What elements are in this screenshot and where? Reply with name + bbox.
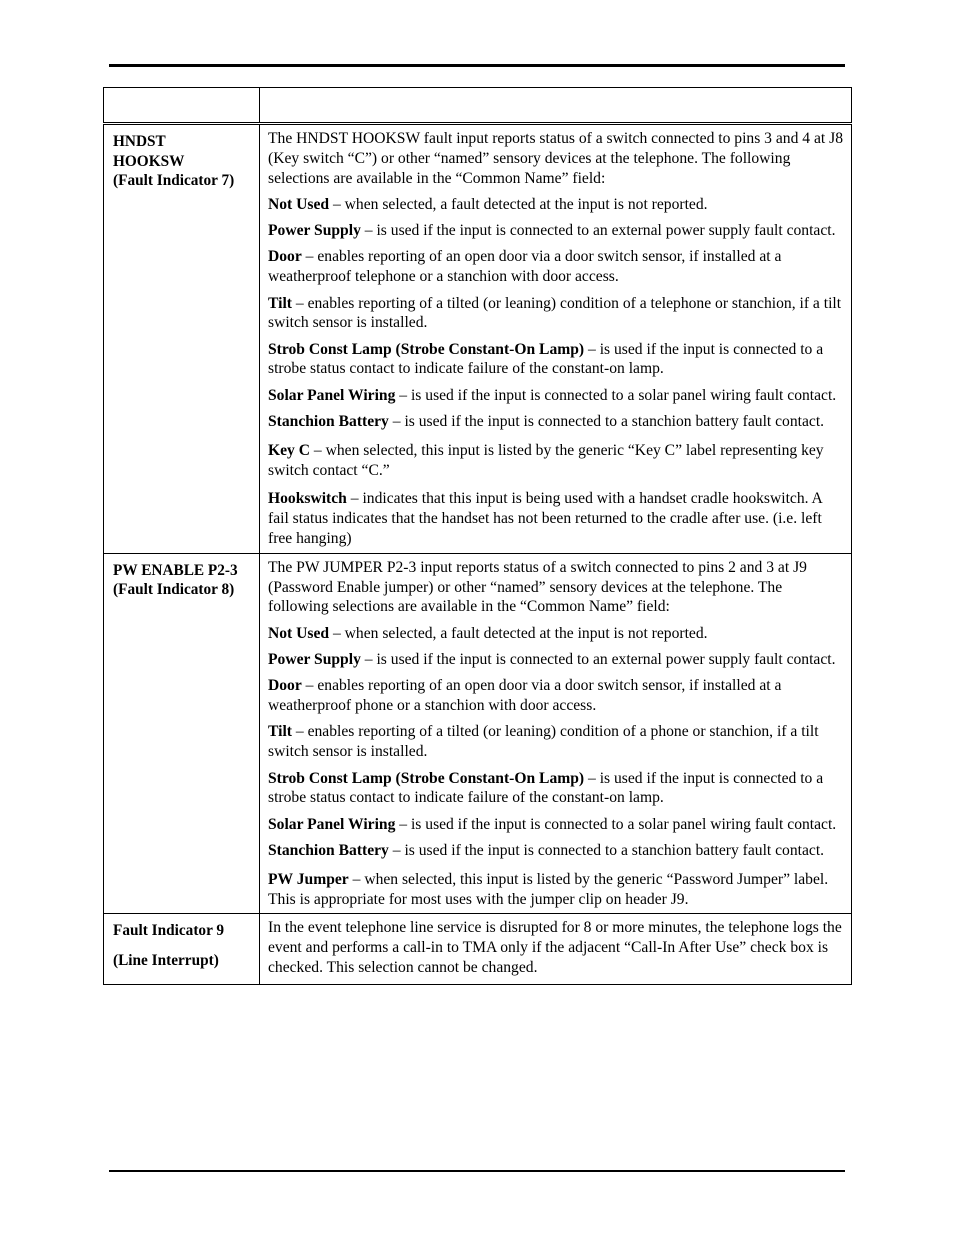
- fault-indicator-table: [103, 87, 852, 985]
- option-text: – when selected, a fault detected at the input is not reported.: [329, 195, 708, 213]
- row-label-line: (Fault Indicator 8): [113, 581, 235, 599]
- option-text: – is used if the input is connected to a strobe status contact to indicate failure of the constant-on lamp.: [268, 340, 824, 378]
- row-description: [260, 553, 852, 913]
- option-term: Power Supply: [268, 222, 361, 240]
- row-label: [104, 553, 260, 913]
- option-text: – enables reporting of an open door via a door switch sensor, if installed at a weatherproof phone or a stanchion with door access.: [268, 677, 782, 715]
- option-item: [268, 841, 845, 861]
- row-label-line: (Fault Indicator 7): [113, 172, 235, 190]
- option-item: [268, 340, 845, 380]
- option-text: – enables reporting of an open door via a door switch sensor, if installed at a weatherproof telephone or a stanchion with door access.: [268, 248, 782, 286]
- row-label-line: Fault Indicator 9: [113, 922, 225, 940]
- option-term: Solar Panel Wiring: [268, 815, 396, 833]
- table-row: [104, 124, 852, 554]
- option-term: Tilt: [268, 294, 292, 312]
- header-cell-input: [104, 88, 260, 124]
- option-item: [268, 676, 845, 716]
- option-term: Not Used: [268, 624, 330, 642]
- table-header-row: [104, 88, 852, 124]
- option-item: [268, 870, 845, 910]
- option-term: Hookswitch: [268, 490, 347, 508]
- option-text: – when selected, this input is listed by the generic “Key C” label representing key switch contact “C.”: [268, 441, 824, 479]
- option-term: Key C: [268, 441, 311, 459]
- option-item: [268, 294, 845, 334]
- row-intro: The PW JUMPER P2-3 input reports status of a switch connected to pins 2 and 3 at J9 (Password Enable jumper) or other “named” sensory devices at the telephone. The following selections are available in the “Common Name” field:: [268, 558, 807, 616]
- option-item: [268, 221, 845, 241]
- option-item: [268, 815, 845, 835]
- option-text: – enables reporting of a tilted (or leaning) condition of a phone or stanchion, if a tilt switch sensor is installed.: [268, 723, 819, 761]
- option-item: [268, 247, 845, 287]
- option-item: [268, 769, 845, 809]
- option-term: Stanchion Battery: [268, 841, 389, 859]
- option-item: [268, 195, 845, 215]
- option-term: Strob Const Lamp (Strobe Constant-On Lamp): [268, 769, 585, 787]
- option-term: Door: [268, 248, 302, 266]
- option-term: Power Supply: [268, 651, 361, 669]
- header-rule: [109, 64, 845, 67]
- option-text: – is used if the input is connected to a solar panel wiring fault contact.: [395, 386, 837, 404]
- header-cell-description: [260, 88, 852, 124]
- row-intro: In the event telephone line service is disrupted for 8 or more minutes, the telephone logs the event and performs a call-in to TMA only if the adjacent “Call-In After Use” check box is checked. This selection cannot be changed.: [268, 919, 842, 976]
- table-row: [104, 914, 852, 984]
- option-item: [268, 386, 845, 406]
- row-label-line: PW ENABLE P2-3: [113, 561, 238, 579]
- option-item: [268, 489, 845, 548]
- option-item: [268, 412, 845, 432]
- option-item: [268, 650, 845, 670]
- option-text: – is used if the input is connected to an external power supply fault contact.: [360, 222, 836, 240]
- option-term: PW Jumper: [268, 870, 349, 888]
- row-label-line: (Line Interrupt): [113, 951, 219, 969]
- option-text: – is used if the input is connected to a solar panel wiring fault contact.: [395, 815, 837, 833]
- option-text: – when selected, this input is listed by the generic “Password Jumper” label. This is appropriate for most uses with the jumper clip on header J9.: [268, 870, 829, 908]
- option-text: – is used if the input is connected to a strobe status contact to indicate failure of the constant-on lamp.: [268, 769, 824, 807]
- option-term: Stanchion Battery: [268, 413, 389, 431]
- option-text: – when selected, a fault detected at the input is not reported.: [329, 624, 708, 642]
- option-text: – is used if the input is connected to a stanchion battery fault contact.: [388, 841, 825, 859]
- row-label: [104, 914, 260, 984]
- option-text: – is used if the input is connected to an external power supply fault contact.: [360, 651, 836, 669]
- row-description: [260, 914, 852, 984]
- option-text: – indicates that this input is being used with a handset cradle hookswitch. A fail status indicates that the handset has not been returned to the cradle after use. (i.e. left free hanging): [268, 490, 822, 548]
- row-intro: The HNDST HOOKSW fault input reports status of a switch connected to pins 3 and 4 at J8 (Key switch “C”) or other “named” sensory devices at the telephone. The following selections are available in the “Common Name” field:: [268, 130, 844, 187]
- option-term: Solar Panel Wiring: [268, 386, 396, 404]
- option-item: [268, 441, 845, 481]
- row-label-line: HOOKSW: [113, 152, 185, 170]
- row-label: [104, 124, 260, 554]
- option-item: [268, 722, 845, 762]
- option-term: Strob Const Lamp (Strobe Constant-On Lamp): [268, 340, 585, 358]
- row-label-line: HNDST: [113, 133, 166, 150]
- option-text: – enables reporting of a tilted (or leaning) condition of a telephone or stanchion, if a tilt switch sensor is installed.: [268, 294, 842, 332]
- option-text: – is used if the input is connected to a stanchion battery fault contact.: [388, 413, 825, 431]
- option-term: Door: [268, 677, 302, 695]
- option-term: Tilt: [268, 723, 292, 741]
- row-description: [260, 124, 852, 554]
- table-row: [104, 553, 852, 913]
- option-item: [268, 624, 845, 644]
- footer-rule: [109, 1170, 845, 1172]
- option-term: Not Used: [268, 195, 330, 213]
